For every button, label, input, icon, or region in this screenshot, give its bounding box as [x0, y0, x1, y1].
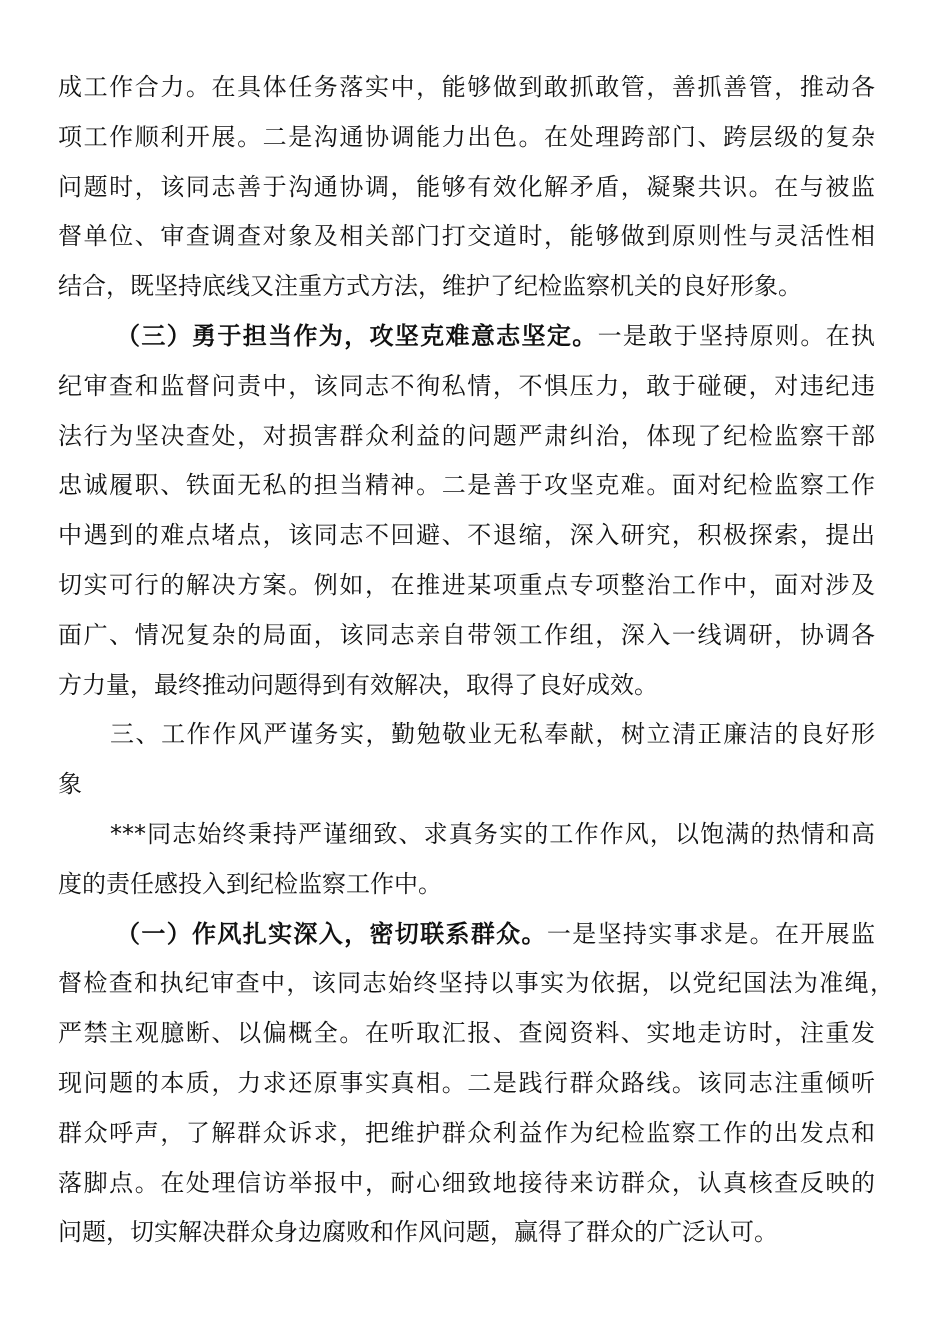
document-page — [58, 63, 894, 1258]
text-line: 中遇到的难点堵点，该同志不回避、不退缩，深入研究，积极探索，提出 — [58, 521, 875, 550]
text-line: 问题时，该同志善于沟通协调，能够有效化解矛盾，凝聚共识。在与被监 — [58, 172, 875, 201]
subsection-heading: （三）勇于担当作为，攻坚克难意志坚定。 — [116, 321, 598, 350]
text-line: 三、工作作风严谨务实，勤勉敬业无私奉献，树立清正廉洁的良好形 — [110, 720, 875, 749]
text-run: 一是敢于坚持原则。在执 — [597, 321, 876, 350]
text-line: 面广、情况复杂的局面，该同志亲自带领工作组，深入一线调研，协调各 — [58, 620, 875, 649]
text-line: 严禁主观臆断、以偏概全。在听取汇报、查阅资料、实地走访时，注重发 — [58, 1019, 875, 1048]
text-line: 纪审查和监督问责中，该同志不徇私情，不惧压力，敢于碰硬，对违纪违 — [58, 371, 875, 400]
section-3-heading — [58, 710, 875, 810]
text-line: 象 — [58, 770, 82, 799]
section-3-intro-paragraph — [58, 810, 875, 910]
text-line: 群众呼声，了解群众诉求，把维护群众利益作为纪检监察工作的出发点和 — [58, 1118, 875, 1147]
text-line: 忠诚履职、铁面无私的担当精神。二是善于攻坚克难。面对纪检监察工作 — [58, 471, 875, 500]
text-line: 结合，既坚持底线又注重方式方法，维护了纪检监察机关的良好形象。 — [58, 272, 802, 301]
subsection-1-paragraph — [58, 910, 894, 1259]
subsection-first-line — [58, 312, 875, 362]
text-line: ***同志始终秉持严谨细致、求真务实的工作作风，以饱满的热情和高 — [110, 819, 875, 848]
subsection-heading: （一）作风扎实深入，密切联系群众。 — [116, 919, 547, 948]
text-line: 督检查和执纪审查中，该同志始终坚持以事实为依据，以党纪国法为准绳， — [58, 969, 894, 998]
text-line: 度的责任感投入到纪检监察工作中。 — [58, 869, 442, 898]
subsection-first-line — [58, 910, 875, 960]
text-line: 项工作顺利开展。二是沟通协调能力出色。在处理跨部门、跨层级的复杂 — [58, 122, 875, 151]
paragraph-continuation — [58, 63, 875, 312]
text-line: 现问题的本质，力求还原事实真相。二是践行群众路线。该同志注重倾听 — [58, 1068, 875, 1097]
text-line: 切实可行的解决方案。例如，在推进某项重点专项整治工作中，面对涉及 — [58, 570, 875, 599]
text-line: 落脚点。在处理信访举报中，耐心细致地接待来访群众，认真核查反映的 — [58, 1168, 875, 1197]
text-line: 督单位、审查调查对象及相关部门打交道时，能够做到原则性与灵活性相 — [58, 222, 875, 251]
text-run: 一是坚持实事求是。在开展监 — [546, 919, 876, 948]
text-line: 法行为坚决查处，对损害群众利益的问题严肃纠治，体现了纪检监察干部 — [58, 421, 875, 450]
text-line: 成工作合力。在具体任务落实中，能够做到敢抓敢管，善抓善管，推动各 — [58, 73, 875, 101]
text-line: 方力量，最终推动问题得到有效解决，取得了良好成效。 — [58, 670, 658, 699]
text-line: 问题，切实解决群众身边腐败和作风问题，赢得了群众的广泛认可。 — [58, 1218, 778, 1247]
subsection-3-paragraph — [58, 312, 875, 710]
